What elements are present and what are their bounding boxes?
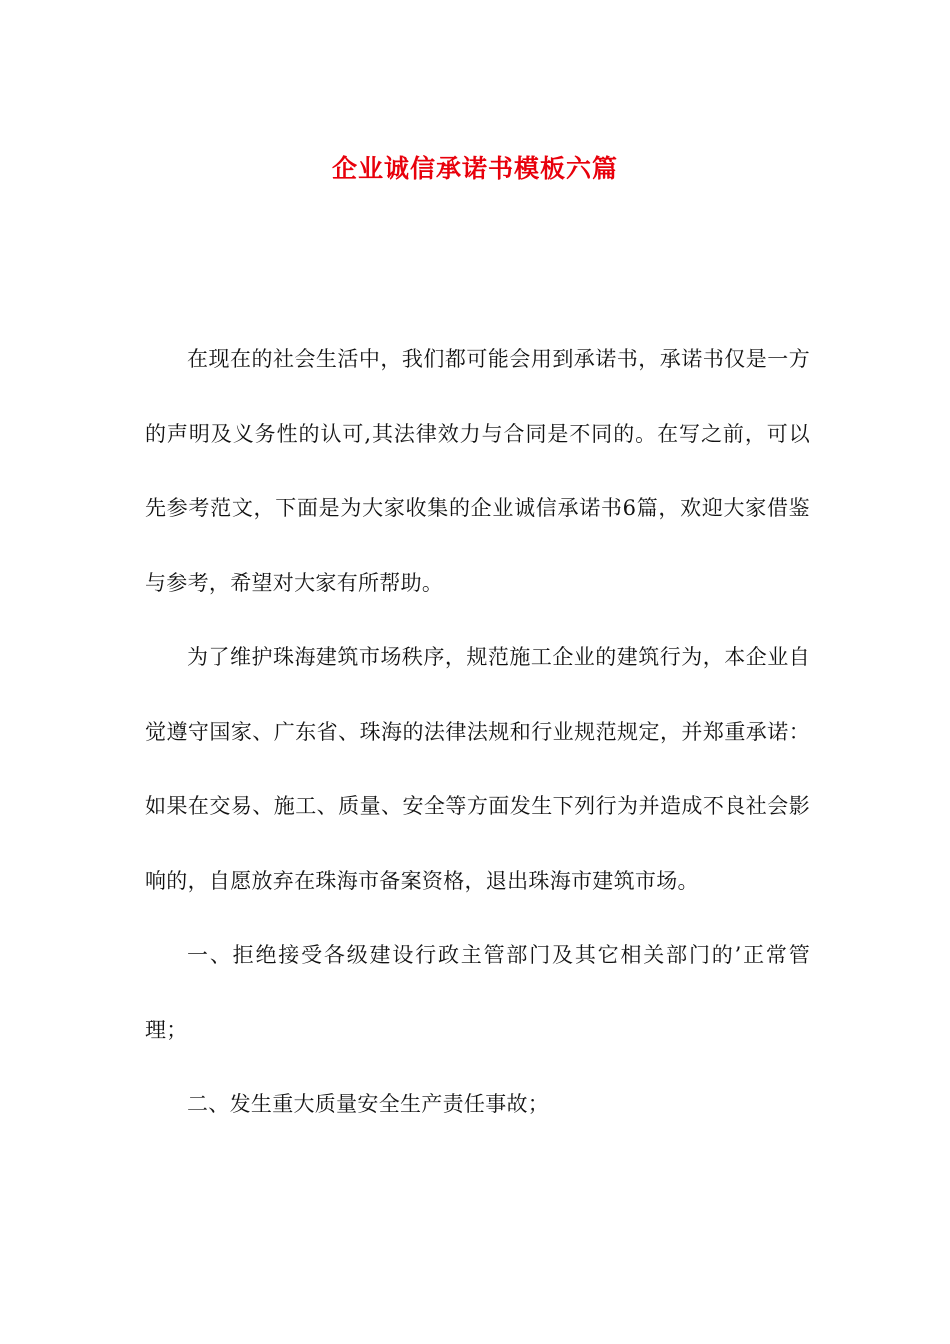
document-body	[145, 322, 810, 1142]
paragraph-intro: 在现在的社会生活中，我们都可能会用到承诺书，承诺书仅是一方的声明及义务性的认可,其法律效力与合同是不同的。在写之前，可以先参考范文，下面是为大家收集的企业诚信承诺书6篇，欢迎大家借鉴与参考，希望对大家有所帮助。	[145, 347, 810, 595]
document-title: 企业诚信承诺书模板六篇	[331, 153, 618, 183]
paragraph-commitment: 为了维护珠海建筑市场秩序，规范施工企业的建筑行为，本企业自觉遵守国家、广东省、珠海的法律法规和行业规范规定，并郑重承诺：如果在交易、施工、质量、安全等方面发生下列行为并造成不良社会影响的，自愿放弃在珠海市备案资格，退出珠海市建筑市场。	[145, 645, 810, 893]
paragraph-item-two: 二、发生重大质量安全生产责任事故；	[187, 1092, 550, 1116]
paragraph-item-one: 一、拒绝接受各级建设行政主管部门及其它相关部门的’正常管理；	[145, 943, 810, 1042]
